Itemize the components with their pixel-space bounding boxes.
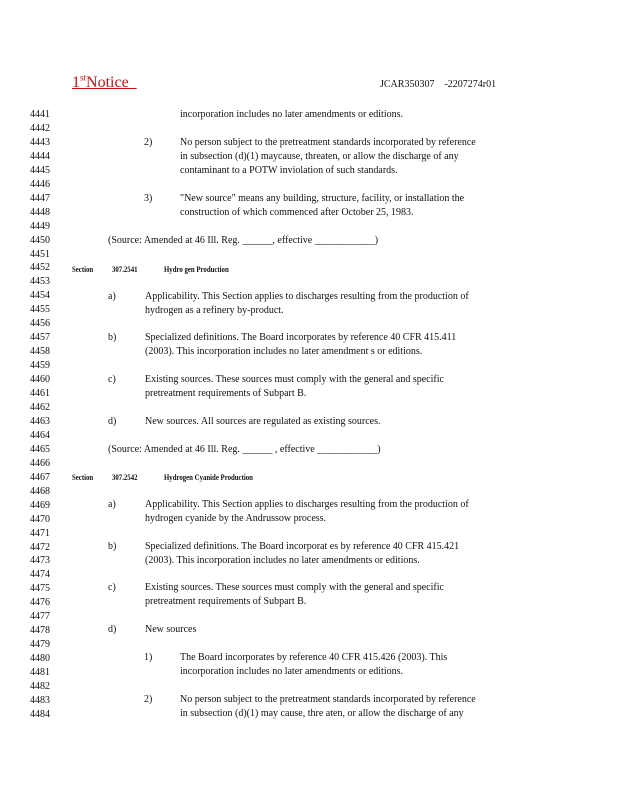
notice-title-sup: st [80,72,87,83]
text-line: Applicability. This Section applies to discharges resulting from the production of [145,499,469,510]
line-number: 4461 [30,388,50,399]
text-line: incorporation includes no later amendments or editions. [180,666,403,677]
section-number: 307.2542 [112,473,138,482]
list-letter: d) [108,624,117,635]
document-reference: JCAR350307 -2207274r01 [380,79,497,90]
list-letter: b) [108,541,117,552]
section-label: Section [72,473,94,482]
text-line: Specialized definitions. The Board incorporat es by reference 40 CFR 415.421 [145,541,460,552]
line-number: 4472 [30,541,50,553]
line-number: 4453 [30,276,50,288]
line-number: 4458 [30,346,50,358]
line-number: 4462 [30,401,50,413]
notice-title-suffix: Notice [86,74,137,91]
text-line: pretreatment requirements of Subpart B. [145,596,307,607]
list-letter: a) [108,291,116,302]
text-line: Existing sources. These sources must comply with the general and specific [145,374,444,385]
line-number: 4481 [30,667,50,678]
line-number: 4441 [30,109,50,120]
text-line: incorporation includes no later amendments or editions. [180,109,403,120]
line-number: 4477 [30,611,50,623]
line-number: 4470 [30,513,50,525]
line-number: 4443 [30,136,50,148]
notice-title-prefix: 1 [72,74,80,91]
line-number: 4475 [30,583,50,595]
text-line: "New source" means any building, structure, facility, or installation the [180,193,465,204]
text-line: No person subject to the pretreatment standards incorporated by reference [180,137,476,148]
line-number: 4478 [30,625,50,637]
line-number: 4445 [30,164,50,176]
line-number: 4446 [30,178,50,190]
line-number: 4464 [30,429,50,441]
line-number: 4480 [30,653,50,664]
line-number: 4469 [30,499,50,511]
line-number: 4444 [30,150,50,162]
source-note: (Source: Amended at 46 Ill. Reg. ______, effective ____________) [108,235,379,246]
line-number: 4452 [30,262,50,274]
text-line: in subsection (d)(1) may cause, thre aten, or allow the discharge of any [180,708,464,719]
line-number: 4460 [30,374,50,386]
line-number: 4467 [30,471,50,483]
list-number: 2) [144,694,153,705]
section-title: Hydro gen Production [164,265,229,274]
line-number: 4448 [30,206,50,218]
line-number: 4449 [30,220,50,232]
line-number: 4483 [30,694,50,706]
line-number: 4463 [30,415,50,427]
text-line: New sources [145,624,197,635]
line-number: 4468 [30,485,50,497]
line-number: 4457 [30,332,50,344]
line-number: 4447 [30,192,50,204]
text-line: hydrogen cyanide by the Andrussow process. [145,513,327,524]
text-line: Existing sources. These sources must comply with the general and specific [145,582,444,593]
list-number: 1) [144,652,153,663]
line-number: 4459 [30,360,50,372]
text-line: hydrogen as a refinery by-product. [145,305,284,316]
line-number: 4442 [30,123,50,134]
list-number: 2) [144,137,153,148]
section-title: Hydrogen Cyanide Production [164,473,253,482]
text-line: (2003). This incorporation includes no later amendments or editions. [145,555,420,566]
line-number: 4482 [30,680,50,692]
list-letter: c) [108,374,116,385]
text-line: The Board incorporates by reference 40 CFR 415.426 (2003). This [180,652,448,663]
text-line: pretreatment requirements of Subpart B. [145,388,307,399]
list-letter: a) [108,499,116,510]
text-line: (2003). This incorporation includes no later amendment s or editions. [145,346,423,357]
list-number: 3) [144,193,153,204]
line-number: 4479 [30,639,50,651]
line-number: 4455 [30,304,50,316]
line-number: 4474 [30,569,50,581]
line-number: 4471 [30,527,50,539]
text-line: in subsection (d)(1) maycause, threaten, or allow the discharge of any [180,151,459,162]
line-number: 4473 [30,555,50,567]
line-number: 4450 [30,234,50,246]
list-letter: c) [108,582,116,593]
text-line: construction of which commenced after October 25, 1983. [180,207,414,218]
list-letter: d) [108,416,117,427]
line-number: 4454 [30,290,50,302]
text-line: New sources. All sources are regulated as existing sources. [145,416,381,427]
text-line: No person subject to the pretreatment standards incorporated by reference [180,694,476,705]
text-line: Applicability. This Section applies to discharges resulting from the production of [145,291,469,302]
line-number: 4466 [30,457,50,469]
line-number: 4476 [30,597,50,609]
line-number: 4465 [30,443,50,455]
source-note: (Source: Amended at 46 Ill. Reg. ______ , effective ____________) [108,444,381,455]
section-number: 307.2541 [112,265,138,274]
line-number: 4456 [30,318,50,330]
notice-title [72,74,137,92]
text-line: Specialized definitions. The Board incorporates by reference 40 CFR 415.411 [145,332,457,343]
text-line: contaminant to a POTW inviolation of such standards. [180,165,398,176]
list-letter: b) [108,332,117,343]
line-number: 4484 [30,708,50,720]
line-number: 4451 [30,248,50,260]
section-label: Section [72,265,94,274]
